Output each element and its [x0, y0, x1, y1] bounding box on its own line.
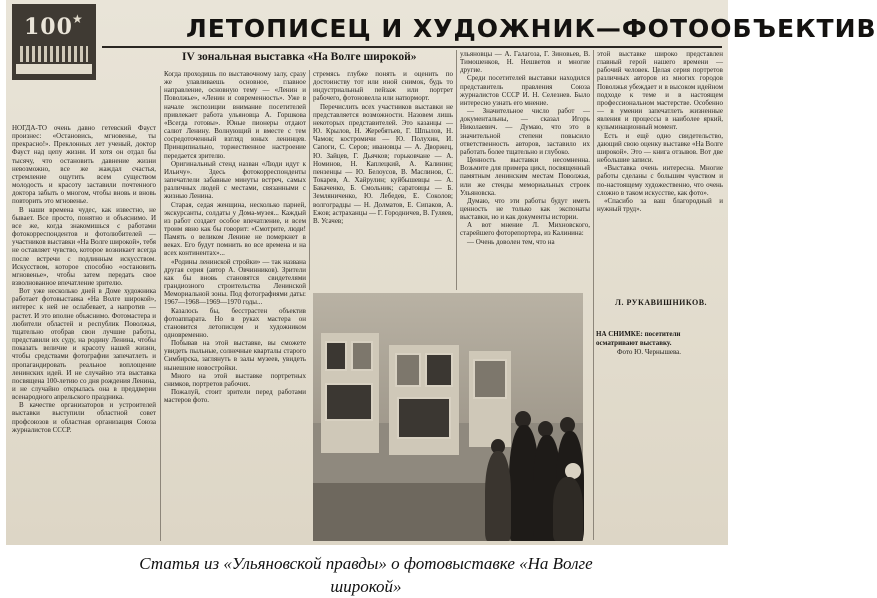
image-caption [0, 552, 732, 598]
caption-line-1: Статья из «Ульяновской правды» о фотовыставке «На Волге [139, 554, 593, 573]
photo-frame [397, 397, 451, 439]
paragraph: Казалось бы, бесстрастен объектив фотоаппарата. Но в руках мастера он становится летописцем и художником одновременно. [164, 306, 306, 339]
visitor-figure [485, 451, 511, 541]
column-divider [456, 50, 457, 290]
photo-caption: НА СНИМКЕ: посетители осматривают выставку. [596, 330, 681, 347]
column-divider [593, 50, 594, 540]
paragraph: В качестве организаторов и устроителей выставки выступили областной совет профсоюзов и областная организация Союза журналистов СССР. [12, 401, 156, 434]
exhibition-photo [313, 293, 583, 541]
photo-frame [325, 341, 347, 371]
logo-band [16, 64, 92, 74]
paragraph: В наши времена чудес, как известно, не бывает. Все просто, понятно и объяснимо. И все же, когда знакомишься с работами фотокорреспондентов и фотолюбителей — участников выставки «На Волге широкой», тебя не оставляет чувство, которое возникает всегда после встречи с подлинным искусством. Искусством, которое способно «остановить мгновенье», чтобы затем передать свое взволнованное впечатление зрителю. [12, 205, 156, 287]
paragraph: «Родины ленинской стройки» — так названа другая серия (автор А. Овчинников). Зрители как бы вновь становятся свидетелями грандиозного строительства Ленинской Мемориальной зоны. Под фотографиями даты: 1967—1968—1969—1970 годы... [164, 257, 306, 307]
paragraph: Перечислить всех участников выставки не представляется возможности. Назовем лишь некоторых представителей. Это казанцы — Ю. Крылов, Н. Жеребятьев, Г. Шпылов, Н. Чамов; костромичи — Ю. Полухин, И. Сапоги, С. Серов; ивановцы — А. Дворжец, Ю. Зайцев, Г. Дьячков; горьковчане — А. Номинов, Н. Каплецкий, А. Калинин; пензенцы — Ю. Белоусов, В. Маслинов, С. Токарев, А. Хайрулин; куйбышевцы — А. Бакаченко, Б. Смольник; саратовцы — Б. Земляниченко, Ю. Лебедев, Е. Соколов; волгоградцы — Н. Долматов, Е. Сипаков, А. Ежов; астраханцы — Г. Городничев, В. Гуляев, В. Усачев; [313, 102, 453, 225]
text-column-3 [313, 70, 453, 288]
text-column-1 [12, 124, 156, 539]
paragraph: «Выставка очень интересна. Многие работы сделаны с большим чувством и по-настоящему художественно, что очень сложно в таком искусстве, как фото». [597, 164, 723, 197]
article-headline: ЛЕТОПИСЕЦ И ХУДОЖНИК—ФОТООБЪЕКТИВ [186, 14, 877, 43]
text-column-5 [597, 50, 723, 294]
photo-frame [425, 353, 453, 387]
paragraph: Среди посетителей выставки находился представитель правления Союза журналистов СССР И. Н. Селезнев. Было интересно узнать его мнение. [460, 74, 590, 107]
paragraph: «Спасибо за ваш благородный и нужный труд». [597, 196, 723, 213]
paragraph: Когда проходишь по выставочному залу, сразу же улавливаешь основное, главное направление, основную тему — «Ленин и Поволжье», «Ленин и современность». Уже в начале экспозиции внимание посетителей привлекает работа ульяновца А. Горшкова «Всегда готовы». Юные пионеры отдают салют Ленину. Волнующий и вместе с тем сосредоточенный взгляд юных ленинцев. Принципиально, торжественное настроение передается зрителю. [164, 70, 306, 160]
photo-frame [325, 383, 373, 421]
paragraph: этой выставке широко представлен главный герой нашего времени — рабочий человек. Целая серия портретов различных авторов из многих городов Поволжья убеждает и в высоком идейном подходе к теме и в настоящем профессиональном мастерстве. Особенно — в умении запечатлеть жизненные явления и процессы в наиболее яркий, кульминационный момент. [597, 50, 723, 132]
paragraph: Вот уже несколько дней в Доме художника работает фотовыставка «На Волге широкой», интерес к ней не ослабевает, а напротив — растет. И это вполне объяснимо. Фотомастера и любители областей и республик Поволжья, тщательно отобрав свои лучшие работы, представили их суду, на родину Ленина, что́бы показать величие и красоту нашей жизни, чтобы средствами фотографии запечатлеть и пропагандировать реальное воплощение ленинских идей. И не случайно эта выставка посвящена 100-летию со дня рождения Ленина, и не случайно открылась она в преддверии всенародного апрельского праздника. [12, 287, 156, 402]
paragraph: Много на этой выставке портретных снимков, портретов рабочих. [164, 371, 306, 388]
paragraph: — Очень доволен тем, что на [467, 237, 555, 246]
paragraph: А вот мнение Л. Михновского, старейшего фоторепортера, из Калинина: [460, 221, 590, 238]
text-column-4 [460, 50, 590, 288]
building-graphic [20, 46, 88, 62]
newspaper-anniversary-logo [12, 4, 96, 80]
text-column-2 [164, 70, 306, 540]
star-icon: ★ [72, 12, 83, 26]
paragraph: — Значительное число работ — документальны, — сказал Игорь Николаевич. — Думаю, что это в значительной степени повысило ответственность авторов, заставило их работать более тщательно и глубоко. [460, 107, 590, 156]
paragraph: ульяновцы — А. Галагоза, Г. Зиновьев, В. Тимошенков, Н. Нешветов и многие другие. [460, 50, 590, 75]
headline-divider [102, 46, 722, 48]
column-divider [309, 70, 310, 290]
article-subhead: IV зональная выставка «На Волге широкой» [182, 51, 417, 63]
paragraph: Пожалуй, стоит зрители перед работами мастеров фото. [164, 388, 306, 405]
logo-number: 100 [24, 14, 73, 40]
paragraph: НОГДА-ТО очень давно гетевский Фауст произнес: «Остановись, мгновенье, ты прекрасно!». Преклонных лет ученый, доктор Фауст над цепу жизни. И хотя он отдал бы тысячу, что остановить давнение жизни невозможно, все же жаждал счастья, стремление ощутить всем существом молодость и красоту заставили почтенного доктора забыть о многом, чтобы вновь и вновь повторить это мгновенье. [12, 124, 156, 206]
photo-frame [395, 353, 421, 387]
paragraph: Побывав на этой выставке, вы сможете увидеть пыльные, солнечные кварталы старого Симбирска, заглянуть в залы музеев, увидеть нынешние новостройки. [164, 339, 306, 372]
paragraph: Думаю, что эти работы будут иметь ценность не только как экспонаты выставки, но и как документы истории. [460, 196, 590, 222]
paragraph: Оригинальный стенд назван «Люди идут к Ильичу». Здесь фотокорреспонденты запечатлели забавные минуты встреч, самых различных людей с местами, связанными с жизнью Ленина. [164, 159, 306, 201]
newspaper-clipping [6, 0, 877, 545]
photo-frame [351, 341, 373, 371]
photo-frame [473, 359, 507, 399]
paragraph: стремясь глубже понять и оценить по достоинству тот или иной снимок, будь то индустриальный пейзаж или портрет рабочего, фотоновелла или натюрморт. [313, 70, 453, 103]
column-divider [160, 86, 161, 541]
paragraph: Есть и ещё одно свидетельство, дающий свою оценку выставке «На Волге широкой». Это — книга отзывов. Вот две небольшие записи. [597, 131, 723, 165]
paragraph: Старая, седая женщина, несколько парней, экскурсанты, солдаты у Дома-музея... Каждый из работ создает особое впечатление, и всем троим явно как бы говорит: «Смотрите, люди! Память о великом Ленине не померкнет в веках. Его будут помнить во все времена и на всех континентах»... [164, 200, 306, 258]
visitor-figure [553, 477, 583, 541]
paragraph: Ценность выставки несомненна. Возьмите для примера цикл, посвященный памятным ленинским местам Поволжья, или же стенды мемориальных строек Ульяновска. [460, 156, 590, 197]
photo-credit: Фото Ю. Чернышева. [617, 348, 682, 356]
author-signature: Л. РУКАВИШНИКОВ. [615, 298, 708, 307]
caption-line-2: широкой» [330, 577, 402, 596]
